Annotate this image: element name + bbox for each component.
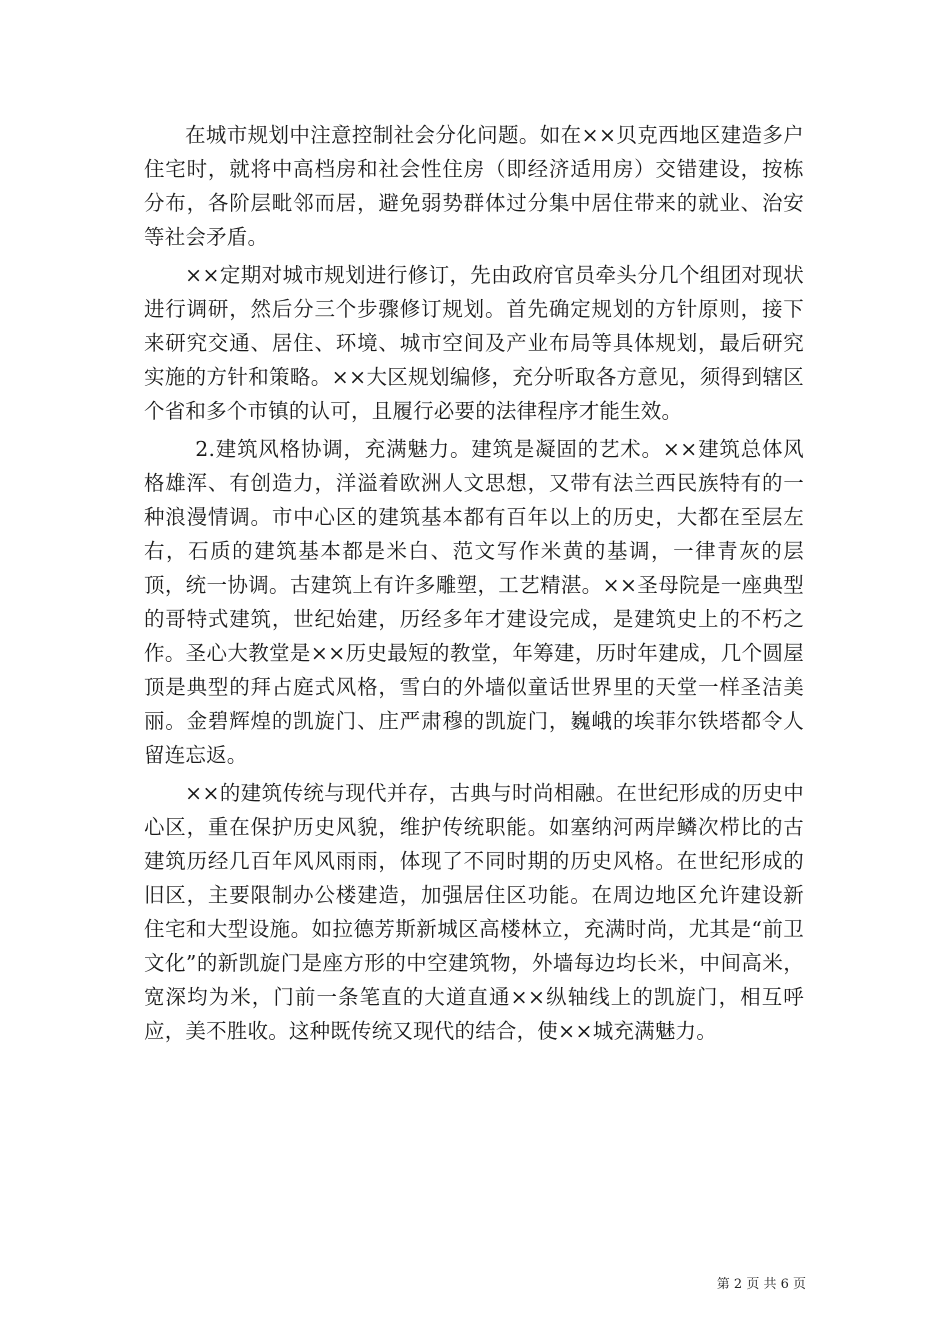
document-body: [144, 118, 804, 1048]
page-number-footer: 第 2 页 共 6 页: [716, 1277, 806, 1292]
paragraph-planning-revision: ××定期对城市规划进行修订，先由政府官员牵头分几个组团对现状进行调研，然后分三个步骤修订规划。首先确定规划的方针原则，接下来研究交通、居住、环境、城市空间及产业布局等具体规划，最后研究实施的方针和策略。××大区规划编修，充分听取各方意见，须得到辖区个省和多个市镇的认可，且履行必要的法律程序才能生效。: [144, 263, 804, 423]
paragraph-architecture-style: 2.建筑风格协调，充满魅力。建筑是凝固的艺术。××建筑总体风格雄浑、有创造力，洋溢着欧洲人文思想，又带有法兰西民族特有的一种浪漫情调。市中心区的建筑基本都有百年以上的历史，大都在至层左右，石质的建筑基本都是米白、范文写作米黄的基调，一律青灰的层顶，统一协调。古建筑上有许多雕塑，工艺精湛。××圣母院是一座典型的哥特式建筑，世纪始建，历经多年才建设完成，是建筑史上的不朽之作。圣心大教堂是××历史最短的教堂，年筹建，历时年建成，几个圆屋顶是典型的拜占庭式风格，雪白的外墙似童话世界里的天堂一样圣洁美丽。金碧辉煌的凯旋门、庄严肃穆的凯旋门，巍峨的埃菲尔铁塔都令人留连忘返。: [144, 437, 804, 767]
paragraph-social-division: 在城市规划中注意控制社会分化问题。如在××贝克西地区建造多户住宅时，就将中高档房和社会性住房（即经济适用房）交错建设，按栋分布，各阶层毗邻而居，避免弱势群体过分集中居住带来的就业、治安等社会矛盾。: [144, 123, 804, 249]
paragraph-tradition-modern: ××的建筑传统与现代并存，古典与时尚相融。在世纪形成的历史中心区，重在保护历史风貌，维护传统职能。如塞纳河两岸鳞次栉比的古建筑历经几百年风风雨雨，体现了不同时期的历史风格。在世纪形成的旧区，主要限制办公楼建造，加强居住区功能。在周边地区允许建设新住宅和大型设施。如拉德芳斯新城区高楼林立，充满时尚，尤其是“前卫文化”的新凯旋门是座方形的中空建筑物，外墙每边均长米，中间高米，宽深均为米，门前一条笔直的大道直通××纵轴线上的凯旋门，相互呼应，美不胜收。这种既传统又现代的结合，使××城充满魅力。: [144, 781, 804, 1043]
